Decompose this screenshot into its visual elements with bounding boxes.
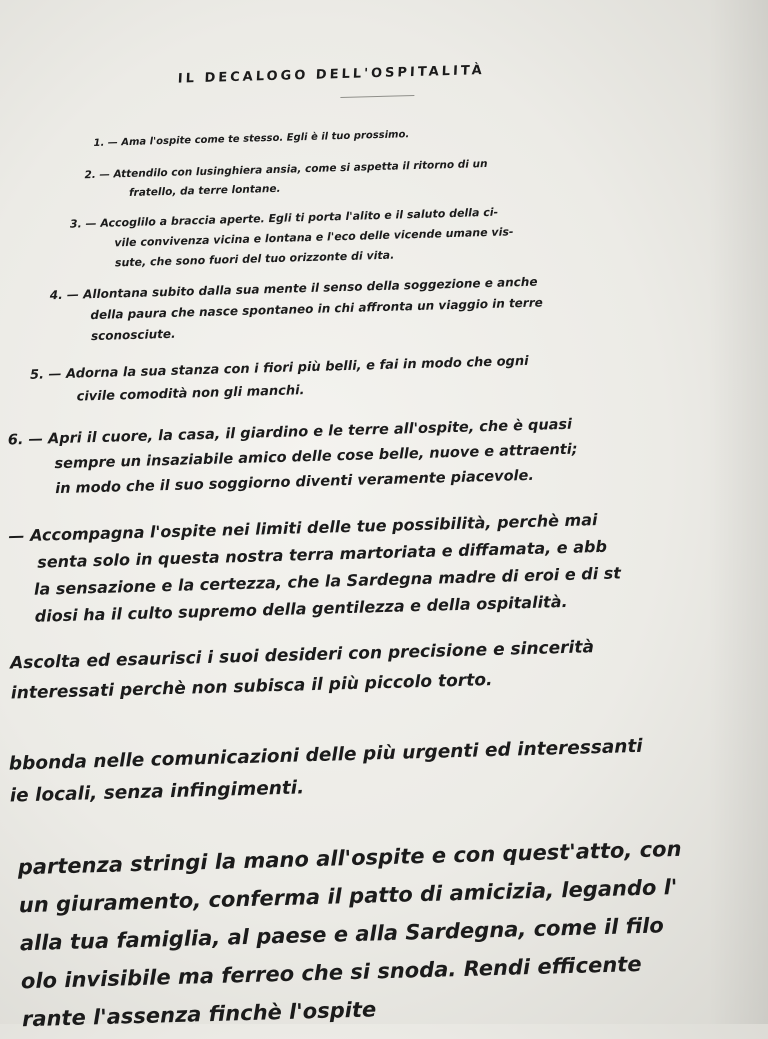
- item-line: partenza stringi la mano all'ospite e con quest'atto, con: [17, 836, 682, 880]
- item-line: — Accompagna l'ospite nei limiti delle tue possibilità, perchè mai: [8, 510, 598, 546]
- item-line: la sensazione e la certezza, che la Sardegna madre di eroi e di st: [33, 563, 622, 599]
- item-line: vile convivenza vicina e lontana e l'eco delle vicende umane vis-: [114, 225, 514, 250]
- item-text: — Adorna la sua stanza con i fiori più belli, e fai in modo che ogni: [48, 353, 529, 383]
- item-line: interessati perchè non subisca il più piccolo torto.: [10, 670, 493, 704]
- item-line: senta solo in questa nostra terra martoriata e diffamata, e abb: [37, 536, 608, 572]
- item-line: rante l'assenza finchè l'ospite: [21, 997, 377, 1032]
- item-line: bbonda nelle comunicazioni delle più urgenti ed interessanti: [8, 735, 643, 775]
- list-item: [17, 830, 686, 1038]
- item-line: diosi ha il culto supremo della gentilezza e della ospitalità.: [34, 591, 568, 626]
- document-title: IL DECALOGO DELL'OSPITALITÀ: [177, 63, 486, 87]
- list-item: [84, 155, 488, 204]
- item-text: — Apri il cuore, la casa, il giardino e le terre all'ospite, che è quasi: [28, 416, 573, 448]
- list-item: [10, 632, 596, 708]
- list-item: [93, 125, 409, 154]
- item-text: — Attendilo con lusinghiera ansia, come si aspetta il ritorno di un: [99, 157, 488, 181]
- list-item: [30, 350, 530, 410]
- item-line: sempre un insaziabile amico delle cose belle, nuove e attraenti;: [54, 441, 578, 473]
- list-item: [70, 202, 515, 274]
- item-line: sconosciute.: [90, 326, 176, 344]
- item-line: un giuramento, conferma il patto di amicizia, legando l': [18, 874, 678, 918]
- item-number: 3.: [69, 217, 82, 231]
- list-item: [8, 731, 644, 813]
- list-item: [50, 271, 544, 348]
- item-line: olo invisibile ma ferreo che si snoda. Rendi efficente: [20, 951, 642, 994]
- item-line: civile comodità non gli manchi.: [76, 383, 305, 405]
- item-text: — Allontana subito dalla sua mente il senso della soggezione e anche: [66, 274, 538, 302]
- item-number: 1.: [93, 137, 105, 149]
- item-line: [93, 125, 409, 154]
- item-line: alla tua famiglia, al paese e alla Sardegna, come il filo: [19, 913, 665, 956]
- item-text: — Accoglilo a braccia aperte. Egli ti porta l'alito e il saluto della ci-: [85, 205, 499, 231]
- item-line: della paura che nasce spontaneo in chi affronta un viaggio in terre: [90, 295, 543, 323]
- item-line: in modo che il suo soggiorno diventi veramente piacevole.: [55, 467, 535, 498]
- item-number: 6.: [7, 432, 24, 449]
- list-item: [8, 505, 622, 630]
- item-number: 2.: [84, 168, 96, 182]
- item-line: Ascolta ed esaurisci i suoi desideri con precisione e sincerità: [9, 637, 595, 674]
- item-number: 4.: [49, 287, 63, 303]
- item-line: sute, che sono fuori del tuo orizzonte di vita.: [114, 248, 395, 270]
- item-number: 5.: [29, 367, 45, 383]
- item-line: ie locali, senza infingimenti.: [9, 777, 305, 807]
- item-line: fratello, da terre lontane.: [128, 182, 281, 199]
- list-item: [8, 413, 579, 504]
- item-text: — Ama l'ospite come te stesso. Egli è il tuo prossimo.: [107, 129, 410, 149]
- title-divider: [340, 95, 414, 98]
